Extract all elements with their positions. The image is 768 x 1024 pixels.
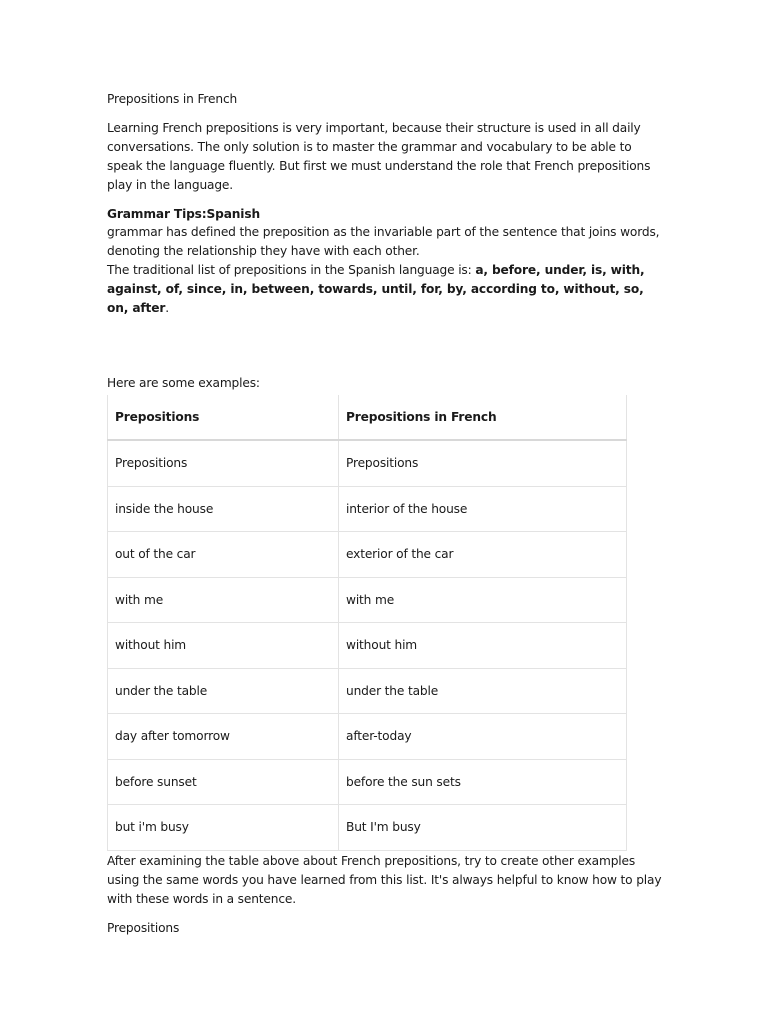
table-cell: interior of the house bbox=[339, 486, 627, 532]
table-row bbox=[108, 623, 627, 669]
preposition-list-intro: The traditional list of prepositions in the Spanish language is: bbox=[107, 263, 476, 278]
table-cell: under the table bbox=[108, 668, 339, 714]
table-row bbox=[108, 805, 627, 851]
document-page bbox=[107, 90, 667, 938]
table-cell: But I'm busy bbox=[339, 805, 627, 851]
footer-heading: Prepositions bbox=[107, 920, 180, 935]
after-table-paragraph: After examining the table above about French prepositions, try to create other examples using the same words you have learned from this list. It's always helpful to know how to play with these words in a sentence. bbox=[107, 853, 662, 906]
table-cell: with me bbox=[339, 577, 627, 623]
table-cell: under the table bbox=[339, 668, 627, 714]
table-row bbox=[108, 486, 627, 532]
examples-intro: Here are some examples: bbox=[107, 375, 260, 390]
table-cell: day after tomorrow bbox=[108, 714, 339, 760]
table-row bbox=[108, 532, 627, 578]
table-row bbox=[108, 577, 627, 623]
table-cell: exterior of the car bbox=[339, 532, 627, 578]
grammar-tips-text: grammar has defined the preposition as the invariable part of the sentence that joins words, denoting the relationship they have with each other. bbox=[107, 225, 660, 259]
document-title: Prepositions in French bbox=[107, 92, 238, 106]
column-header-prepositions: Prepositions bbox=[108, 395, 339, 441]
table-cell: inside the house bbox=[108, 486, 339, 532]
table-cell: before the sun sets bbox=[339, 759, 627, 805]
table-cell: Prepositions bbox=[339, 440, 627, 486]
table-cell: out of the car bbox=[108, 532, 339, 578]
table-cell: with me bbox=[108, 577, 339, 623]
grammar-tips-heading: Grammar Tips:Spanish bbox=[107, 206, 260, 221]
intro-paragraph: Learning French prepositions is very important, because their structure is used in all daily conversations. The only solution is to master the grammar and vocabulary to be able to speak the language fluently. But first we must understand the role that French prepositions play in the language. bbox=[107, 120, 651, 192]
table-cell: but i'm busy bbox=[108, 805, 339, 851]
table-row bbox=[108, 714, 627, 760]
column-header-prepositions-in-french: Prepositions in French bbox=[339, 395, 627, 441]
table-row bbox=[108, 668, 627, 714]
table-header-row bbox=[108, 395, 627, 441]
table-row bbox=[108, 759, 627, 805]
table-cell: Prepositions bbox=[108, 440, 339, 486]
table-cell: after-today bbox=[339, 714, 627, 760]
prepositions-table bbox=[107, 395, 627, 851]
preposition-list-paragraph bbox=[107, 261, 667, 318]
preposition-list: a, before, under, is, with, against, of, since, in, between, towards, until, for, by, according to, without, so, on, after bbox=[107, 263, 645, 316]
table-cell: without him bbox=[339, 623, 627, 669]
table-row bbox=[108, 440, 627, 486]
table-cell: before sunset bbox=[108, 759, 339, 805]
table-cell: without him bbox=[108, 623, 339, 669]
preposition-list-end: . bbox=[165, 301, 169, 316]
